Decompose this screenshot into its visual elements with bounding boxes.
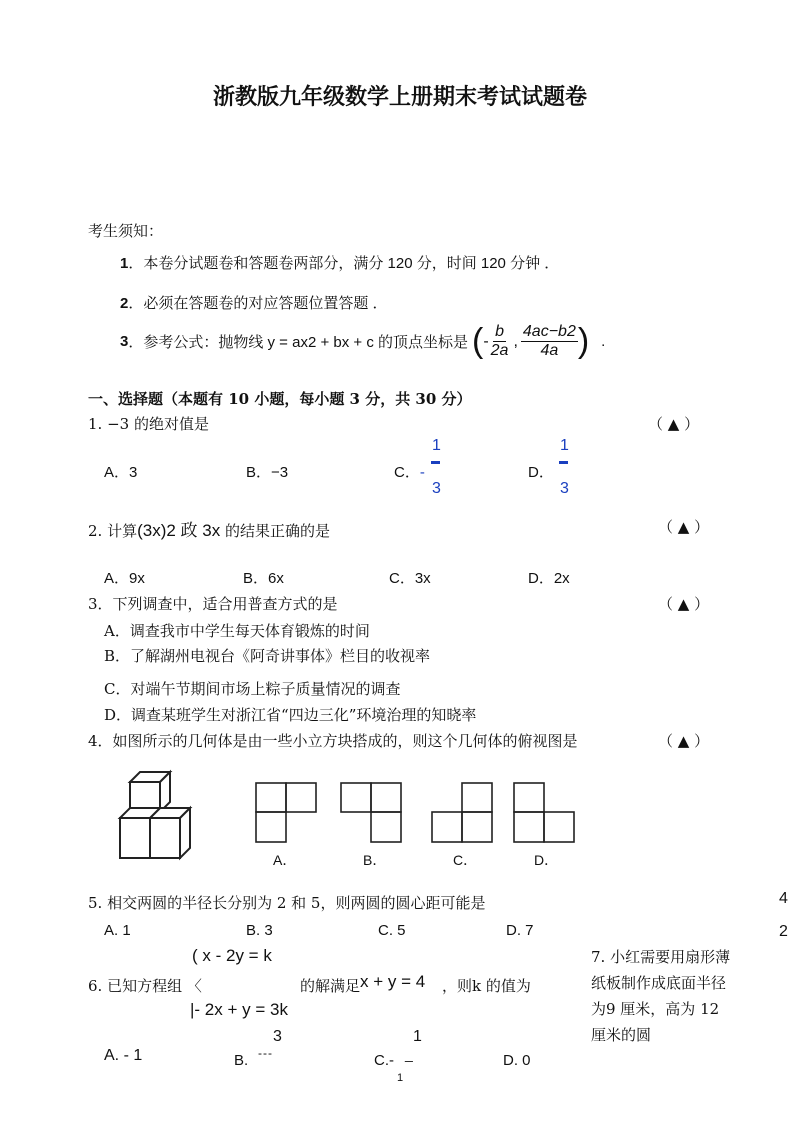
q4-option-c-label: C．: [453, 852, 478, 868]
q5-option-b: B. 3: [246, 922, 273, 939]
q3-stem: 3．下列调查中，适合用普查方式的是: [88, 595, 338, 613]
formula-negative-sign: -: [483, 332, 489, 350]
q3-option-c: C．对端午节期间市场上粽子质量情况的调查: [104, 680, 401, 698]
formula-fraction-b-2a: [489, 323, 511, 360]
q1-option-b: B．−3: [246, 464, 289, 481]
page-title: 浙教版九年级数学上册期末考试试题卷: [212, 84, 587, 110]
q5-stem: 5. 相交两圆的半径长分别为 2 和 5，则两圆的圆心距可能是: [88, 894, 486, 912]
q6-option-c-bar: _: [405, 1046, 413, 1062]
q5-edge-text-2: 2: [779, 923, 788, 940]
q4-answer-mark: （ ▲ ）: [658, 732, 710, 750]
q5-option-d: D. 7: [506, 922, 534, 939]
q3-option-b: B．了解湖州电视台《阿奇讲事体》栏目的收视率: [104, 647, 431, 665]
notice-item-1-number: 1: [120, 255, 129, 272]
notice-item-1: [120, 252, 559, 273]
formula-close-paren: ): [577, 322, 590, 360]
q6-option-b-label: B.: [234, 1052, 249, 1069]
notice-item-2-text: ．必须在答题卷的对应答题位置答题 ．: [128, 295, 388, 312]
q3-answer-mark: （ ▲ ）: [658, 595, 710, 613]
q2-expression: (3x)2 政 3x: [137, 521, 221, 540]
notice-item-1-text: ．本卷分试题卷和答题卷两部分，满分 120 分，时间 120 分钟 ．: [128, 255, 560, 272]
section-1-heading: 一、选择题（本题有 10 小题，每小题 3 分，共 30 分）: [88, 390, 472, 408]
q1-option-d-label: D．: [528, 464, 554, 481]
q6-equation-1: ( x - 2y = k: [192, 946, 272, 965]
q6-option-b-numerator: 3: [273, 1028, 282, 1045]
q1-option-c-label: [394, 461, 425, 482]
q1-answer-mark: （ ▲ ）: [648, 415, 700, 433]
formula-comma: ,: [513, 332, 518, 350]
q2-option-d: D．2x: [528, 570, 570, 587]
q6-stem-middle: 的解满足: [300, 977, 361, 995]
q2-answer-mark: （ ▲ ）: [658, 518, 710, 536]
notice-item-2-number: 2: [120, 295, 129, 312]
notice-item-3: [120, 322, 605, 361]
formula-fraction-4ac: [521, 323, 578, 360]
q6-option-a: A. - 1: [104, 1047, 143, 1064]
q6-option-c-text: C.: [374, 1052, 389, 1069]
q1-option-c-text: C．: [394, 464, 420, 481]
formula-open-paren: (: [472, 322, 484, 360]
q5-option-c: C. 5: [378, 922, 406, 939]
formula-4a: 4a: [540, 342, 559, 359]
q3-option-a: A．调查我市中学生每天体育锻炼的时间: [104, 622, 370, 640]
q2-stem-suffix: 的结果正确的是: [220, 522, 331, 540]
q6-option-c-label: [374, 1052, 394, 1069]
q6-option-c-sign: -: [389, 1052, 394, 1069]
formula-period: .: [601, 333, 606, 350]
q5-option-a: A. 1: [104, 922, 131, 939]
q6-stem-prefix: 6. 已知方程组 〈: [88, 977, 202, 995]
notice-heading: 考生须知：: [88, 222, 164, 240]
formula-2a: 2a: [490, 342, 509, 359]
q5-edge-text-1: 4: [779, 890, 788, 907]
q2-option-b: B．6x: [243, 570, 284, 587]
q2-stem: [88, 516, 330, 541]
q1-option-d-denominator: 3: [560, 480, 569, 497]
formula-b: b: [495, 323, 504, 340]
q4-option-c-figure: [431, 782, 493, 844]
formula-4ac-b2: 4ac−b2: [522, 323, 576, 340]
q4-option-b-label: B．: [363, 852, 387, 868]
notice-item-2: [120, 292, 388, 313]
q4-option-b-figure: [340, 782, 402, 844]
q4-option-a-label: A．: [273, 852, 297, 868]
q2-stem-prefix: 2. 计算: [88, 522, 138, 540]
page-number: 1: [397, 1072, 404, 1084]
q6-option-b-bar: ---: [258, 1046, 273, 1060]
q4-cube-stack-figure: [112, 770, 202, 865]
q2-option-c: C．3x: [389, 570, 431, 587]
q1-option-c-fraction-bar: [431, 461, 440, 464]
q1-option-c-sign: -: [419, 464, 425, 481]
q4-option-d-label: D．: [534, 852, 559, 868]
q2-option-a: A．9x: [104, 570, 145, 587]
q1-option-d-fraction-bar: [559, 461, 568, 464]
q6-equation-2: |- 2x + y = 3k: [190, 1000, 288, 1019]
q1-stem: 1. −3 的绝对值是: [88, 415, 209, 433]
q1-option-c-denominator: 3: [432, 480, 441, 497]
q6-stem-suffix: ，则k 的值为: [442, 977, 531, 995]
q1-option-d-numerator: 1: [560, 437, 569, 454]
notice-item-3-number: 3: [120, 333, 129, 350]
q4-option-d-figure: [513, 782, 575, 844]
q6-option-d: D. 0: [503, 1052, 531, 1069]
q1-option-c-numerator: 1: [432, 437, 441, 454]
q4-stem: 4．如图所示的几何体是由一些小立方块搭成的，则这个几何体的俯视图是: [88, 732, 578, 750]
q7-stem: 7. 小红需要用扇形薄纸板制作成底面半径为9 厘米，高为 12 厘米的圆: [591, 948, 731, 1044]
q4-option-a-figure: [255, 782, 317, 844]
q1-option-a: A．3: [104, 464, 138, 481]
notice-item-3-text: ．参考公式：抛物线 y = ax2 + bx + c 的顶点坐标是: [128, 334, 468, 351]
q3-option-d: D．调查某班学生对浙江省“四边三化”环境治理的知晓率: [104, 706, 477, 724]
q6-option-c-numerator: 1: [413, 1028, 422, 1045]
q6-condition: x + y = 4: [360, 972, 426, 991]
